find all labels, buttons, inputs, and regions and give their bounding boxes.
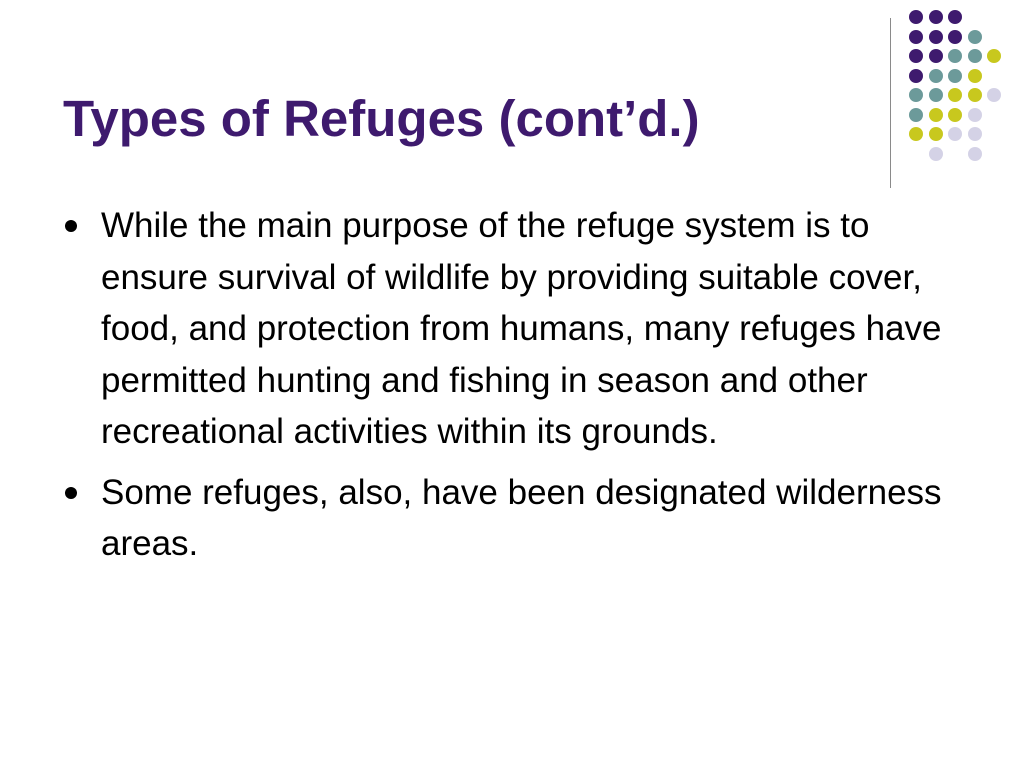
bullet-list xyxy=(62,200,962,579)
decorative-dot xyxy=(968,88,982,102)
bullet-icon xyxy=(65,220,77,232)
bullet-item xyxy=(62,467,962,570)
decorative-dot xyxy=(948,10,962,24)
decorative-dot xyxy=(968,49,982,63)
decorative-dot xyxy=(929,49,943,63)
decorative-dot xyxy=(987,49,1001,63)
decorative-dot xyxy=(948,108,962,122)
decorative-dot xyxy=(929,127,943,141)
decorative-dot xyxy=(948,127,962,141)
bullet-icon xyxy=(65,487,77,499)
decorative-dot xyxy=(968,108,982,122)
decorative-dot xyxy=(909,88,923,102)
decorative-dot xyxy=(948,69,962,83)
decorative-dot xyxy=(909,30,923,44)
decorative-dot xyxy=(909,108,923,122)
decorative-dot xyxy=(948,49,962,63)
decorative-dot xyxy=(909,10,923,24)
slide-title: Types of Refuges (cont’d.) xyxy=(63,90,700,147)
decorative-dot xyxy=(909,49,923,63)
decorative-dot xyxy=(929,30,943,44)
decorative-dot xyxy=(909,127,923,141)
decorative-dot xyxy=(929,108,943,122)
title-divider-line xyxy=(890,18,891,188)
decorative-dot xyxy=(968,147,982,161)
decorative-dot xyxy=(987,88,1001,102)
decorative-dot xyxy=(929,147,943,161)
decorative-dot xyxy=(948,30,962,44)
decorative-dot xyxy=(968,69,982,83)
decorative-dot xyxy=(929,69,943,83)
bullet-item xyxy=(62,200,962,458)
decorative-dot xyxy=(968,127,982,141)
decorative-dot xyxy=(929,10,943,24)
bullet-text: Some refuges, also, have been designated wilderness areas. xyxy=(101,472,942,563)
decorative-dot xyxy=(948,88,962,102)
decorative-dot xyxy=(909,69,923,83)
decorative-dot xyxy=(929,88,943,102)
decorative-dot xyxy=(968,30,982,44)
bullet-text: While the main purpose of the refuge system is to ensure survival of wildlife by providing suitable cover, food, and protection from humans, many refuges have permitted hunting and fishing in season and other recreational activities within its grounds. xyxy=(101,206,942,451)
